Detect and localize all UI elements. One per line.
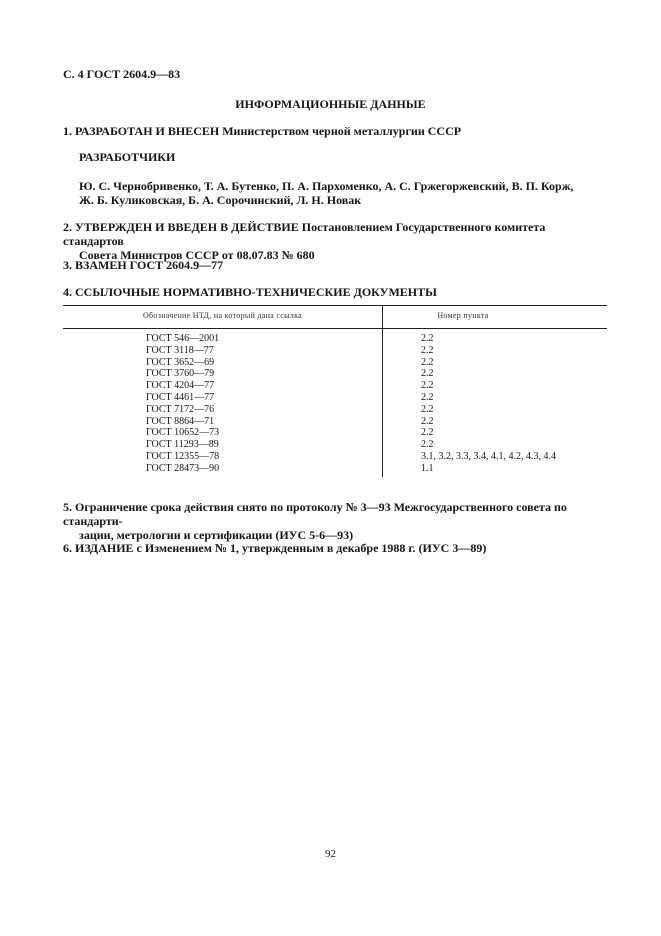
row-designation: ГОСТ 3652—69 <box>146 356 215 368</box>
row-designation: ГОСТ 28473—90 <box>146 462 220 474</box>
section-5-line-1: 5. Ограничение срока действия снято по протоколу № 3—93 Межгосударственного совета по стандарти- <box>63 500 567 528</box>
table-row <box>63 368 607 380</box>
row-clause: 2.2 <box>421 391 434 403</box>
developers-line-2: Ж. Б. Куликовская, Б. А. Сорочинский, Л. Н. Новак <box>79 193 362 207</box>
table-row <box>63 357 607 369</box>
row-designation: ГОСТ 546—2001 <box>146 333 220 344</box>
table-row <box>63 392 607 404</box>
section-2-line-1: 2. УТВЕРЖДЕН И ВВЕДЕН В ДЕЙСТВИЕ Постановлением Государственного комитета стандартов <box>63 220 546 248</box>
developers-line-1: Ю. С. Чернобривенко, Т. А. Бутенко, П. А. Пархоменко, А. С. Гржегоржевский, В. П. Корж, <box>79 179 574 193</box>
table-row <box>63 427 607 439</box>
table-row <box>63 404 607 416</box>
page-header: С. 4 ГОСТ 2604.9—83 <box>63 67 181 81</box>
row-clause: 2.2 <box>421 344 434 356</box>
table-header-designation: Обозначение НТД, на который дана ссылка <box>142 311 303 320</box>
page-title: ИНФОРМАЦИОННЫЕ ДАННЫЕ <box>235 97 426 111</box>
row-clause: 2.2 <box>421 439 434 451</box>
table-header-rule <box>63 328 607 329</box>
row-designation: ГОСТ 8864—71 <box>146 415 215 427</box>
section-5-line-2: зации, метрологии и сертификации (ИУС 5-6—93) <box>79 528 354 542</box>
table-row <box>63 345 607 357</box>
row-designation: ГОСТ 11293—89 <box>146 439 219 451</box>
table-row <box>63 439 607 451</box>
section-2-line-2: Совета Министров СССР от 08.07.83 № 680 <box>79 248 315 262</box>
row-clause: 2.2 <box>421 380 434 392</box>
row-clause: 3.1, 3.2, 3.3, 3.4, 4.1, 4.2, 4.3, 4.4 <box>421 450 556 462</box>
table-header-clause: Номер пункта <box>437 311 489 320</box>
row-designation: ГОСТ 10652—73 <box>146 427 220 439</box>
developers-list <box>79 179 609 207</box>
table-row <box>63 463 607 475</box>
section-2 <box>63 220 608 262</box>
row-designation: ГОСТ 3118—77 <box>146 344 214 356</box>
row-designation: ГОСТ 4204—77 <box>146 380 215 392</box>
row-clause: 2.2 <box>421 356 434 368</box>
table-row <box>63 451 607 463</box>
section-6: 6. ИЗДАНИЕ с Изменением № 1, утвержденным в декабре 1988 г. (ИУС 3—89) <box>63 541 487 555</box>
row-clause: 2.2 <box>421 415 434 427</box>
row-clause: 2.2 <box>421 368 434 380</box>
row-clause: 2.2 <box>421 403 434 415</box>
table-row <box>63 380 607 392</box>
row-clause: 2.2 <box>421 333 434 344</box>
row-designation: ГОСТ 4461—77 <box>146 391 215 403</box>
page-number: 92 <box>325 848 336 860</box>
row-clause: 2.2 <box>421 427 434 439</box>
row-designation: ГОСТ 7172—76 <box>146 403 215 415</box>
section-1: 1. РАЗРАБОТАН И ВНЕСЕН Министерством черной металлургии СССР <box>63 124 462 138</box>
table-row <box>63 416 607 428</box>
section-4: 4. ССЫЛОЧНЫЕ НОРМАТИВНО-ТЕХНИЧЕСКИЕ ДОКУМЕНТЫ <box>63 285 437 299</box>
table-top-rule <box>63 305 607 306</box>
row-designation: ГОСТ 3760—79 <box>146 368 215 380</box>
table-row <box>63 333 607 345</box>
developers-label: РАЗРАБОТЧИКИ <box>79 150 176 164</box>
row-designation: ГОСТ 12355—78 <box>146 450 220 462</box>
table-body <box>63 333 607 475</box>
section-3: 3. ВЗАМЕН ГОСТ 2604.9—77 <box>63 258 224 272</box>
row-clause: 1.1 <box>421 462 434 474</box>
section-5 <box>63 500 608 542</box>
